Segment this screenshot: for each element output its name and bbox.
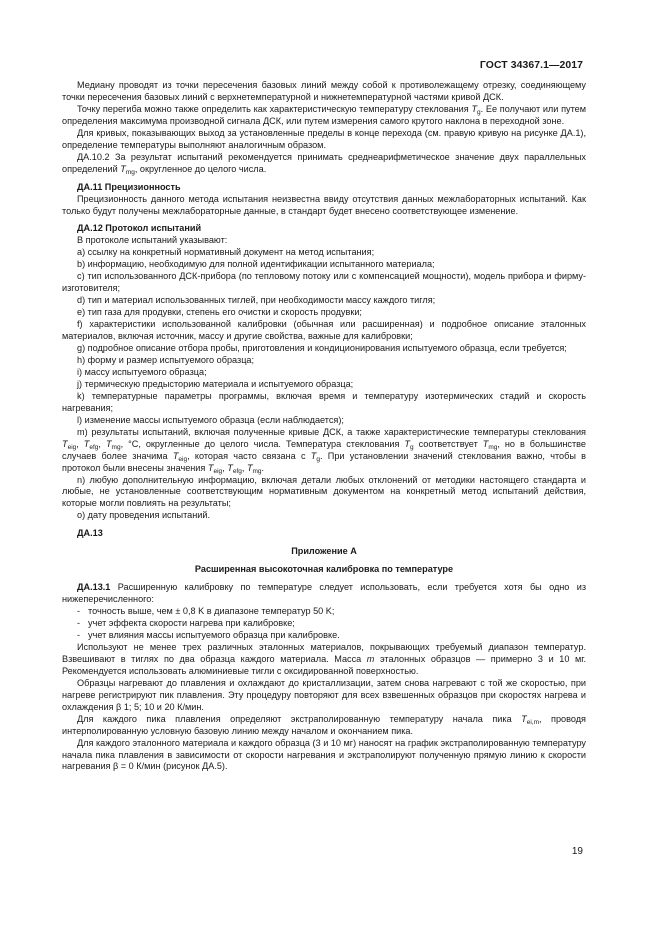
- list-item: d) тип и материал использованных тиглей, при необходимости массу каждого тигля;: [77, 295, 436, 306]
- appendix-title: Приложение А: [291, 546, 357, 557]
- list-item: m) результаты испытаний, включая полученные кривые ДСК, а также характеристические температуры стеклования $T_{eig}$, $T_{efg}$, $T_{mg}$, °C, округленные до целого числа. Температура стеклования $T_g$ соответствует $T_{mg}$, но в большинстве случаев более значима $T_{eig}$, которая часто связана с $T_g$. При установлении значений стеклования важно, чтобы в протокол были внесены значения $T_{eig}$, $T_{efg}$, $T_{mg}$.: [62, 426, 586, 475]
- paragraph: Для каждого пика плавления определяют экстраполированную температуру начала пика $T_{ei,m}$, проводя интерполированную условную базовую линию между началом и окончанием пика.: [62, 713, 586, 736]
- page-number: 19: [571, 846, 583, 857]
- list-item: с) тип использованного ДСК-прибора (по тепловому потоку или с компенсацией мощности), модель прибора и фирму-изготовителя;: [62, 271, 586, 294]
- list-item: j) термическую предысторию материала и испытуемого образца;: [77, 378, 354, 389]
- paragraph: Точку перегиба можно также определить как характеристическую температуру стеклования $T_g$. Ее получают или путем определения максимума производной сигнала ДСК, или путем измерения самого крутого наклона в переходной зоне.: [62, 103, 586, 126]
- paragraph: ДА.10.2 За результат испытаний рекомендуется принимать среднеарифметическое значение двух параллельных определений $T_{mg}$, округленное до целого числа.: [62, 151, 586, 176]
- list-item: а) ссылку на конкретный нормативный документ на метод испытания;: [77, 247, 375, 258]
- section-heading: ДА.13: [77, 528, 103, 539]
- list-item: f) характеристики использованной калибровки (обычная или расширенная) и подробное описание эталонных материалов, включая источник, массу и другие свойства, важные для калибровки;: [62, 319, 586, 342]
- paragraph: Образцы нагревают до плавления и охлаждают до кристаллизации, затем снова нагревают с той же скоростью, при нагреве регистрируют пик плавления. Эту процедуру повторяют для всех взвешенных образцов при скоростях нагрева и охлаждения β 1; 5; 10 и 20 К/мин.: [62, 677, 586, 712]
- document-body: [62, 80, 586, 773]
- list-item: k) температурные параметры программы, включая время и температуру изотермических стадий и скорость нагревания;: [62, 390, 586, 413]
- paragraph: Медиану проводят из точки пересечения базовых линий между собой к противолежащему отрезку, соединяющему точки пересечения базовых линий с верхнетемпературной и нижнетемпературной частями кривой ДСК.: [62, 80, 586, 102]
- bullet-item: - точность выше, чем ± 0,8 K в диапазоне температур 50 K;: [77, 606, 335, 617]
- paragraph: В протоколе испытаний указывают:: [77, 235, 228, 246]
- document-header: ГОСТ 34367.1—2017: [479, 60, 583, 71]
- paragraph: Используют не менее трех различных эталонных материалов, покрывающих требуемый диапазон температур. Взвешивают в тиглях по два образца каждого материала. Масса m эталонных образцов — примерно 3 и 10 мг. Рекомендуется использовать алюминиевые тигли с оксидированной поверхностью.: [62, 641, 586, 676]
- paragraph: Для каждого эталонного материала и каждого образца (3 и 10 мг) наносят на график экстраполированную температуру начала пика плавления в зависимости от скорости нагревания и экстраполируют полученную прямую линию к скорости нагревания β = 0 К/мин (рисунок ДА.5).: [62, 737, 586, 772]
- section-heading: ДА.12 Протокол испытаний: [77, 223, 202, 234]
- appendix-subtitle: Расширенная высокоточная калибровка по температуре: [194, 564, 454, 575]
- list-item: b) информацию, необходимую для полной идентификации испытанного материала;: [77, 259, 435, 270]
- bullet-item: - учет влияния массы испытуемого образца при калибровке.: [77, 629, 340, 640]
- list-item: l) изменение массы испытуемого образца (если наблюдается);: [77, 414, 344, 425]
- paragraph: Для кривых, показывающих выход за установленные пределы в конце перехода (см. правую кривую на рисунке ДА.1), определение температуры выполняют аналогичным образом.: [62, 127, 586, 150]
- section-heading: ДА.11 Прецизионность: [77, 181, 181, 192]
- list-item: g) подробное описание отбора пробы, приготовления и кондиционирования испытуемого образца, если требуется;: [77, 343, 567, 354]
- list-item: е) тип газа для продувки, степень его очистки и скорость продувки;: [77, 307, 362, 318]
- paragraph: ДА.13.1 Расширенную калибровку по температуре следует использовать, если требуется хотя бы одно из нижеперечисленного:: [62, 582, 586, 605]
- list-item: о) дату проведения испытаний.: [77, 510, 211, 521]
- list-item: n) любую дополнительную информацию, включая детали любых отклонений от методики настоящего стандарта и любые, не установленные соответствующим нормативным документом на конкретный метод испытаний действия, которые могли повлиять на результаты;: [62, 474, 586, 509]
- bullet-item: - учет эффекта скорости нагрева при калибровке;: [77, 618, 295, 629]
- list-item: h) форму и размер испытуемого образца;: [77, 354, 255, 365]
- paragraph: Прецизионность данного метода испытания неизвестна ввиду отсутствия данных межлабораторных испытаний. Как только будут получены межлабораторные данные, в стандарт будет внесено соответствующее изменение.: [62, 193, 586, 216]
- list-item: i) массу испытуемого образца;: [77, 366, 207, 377]
